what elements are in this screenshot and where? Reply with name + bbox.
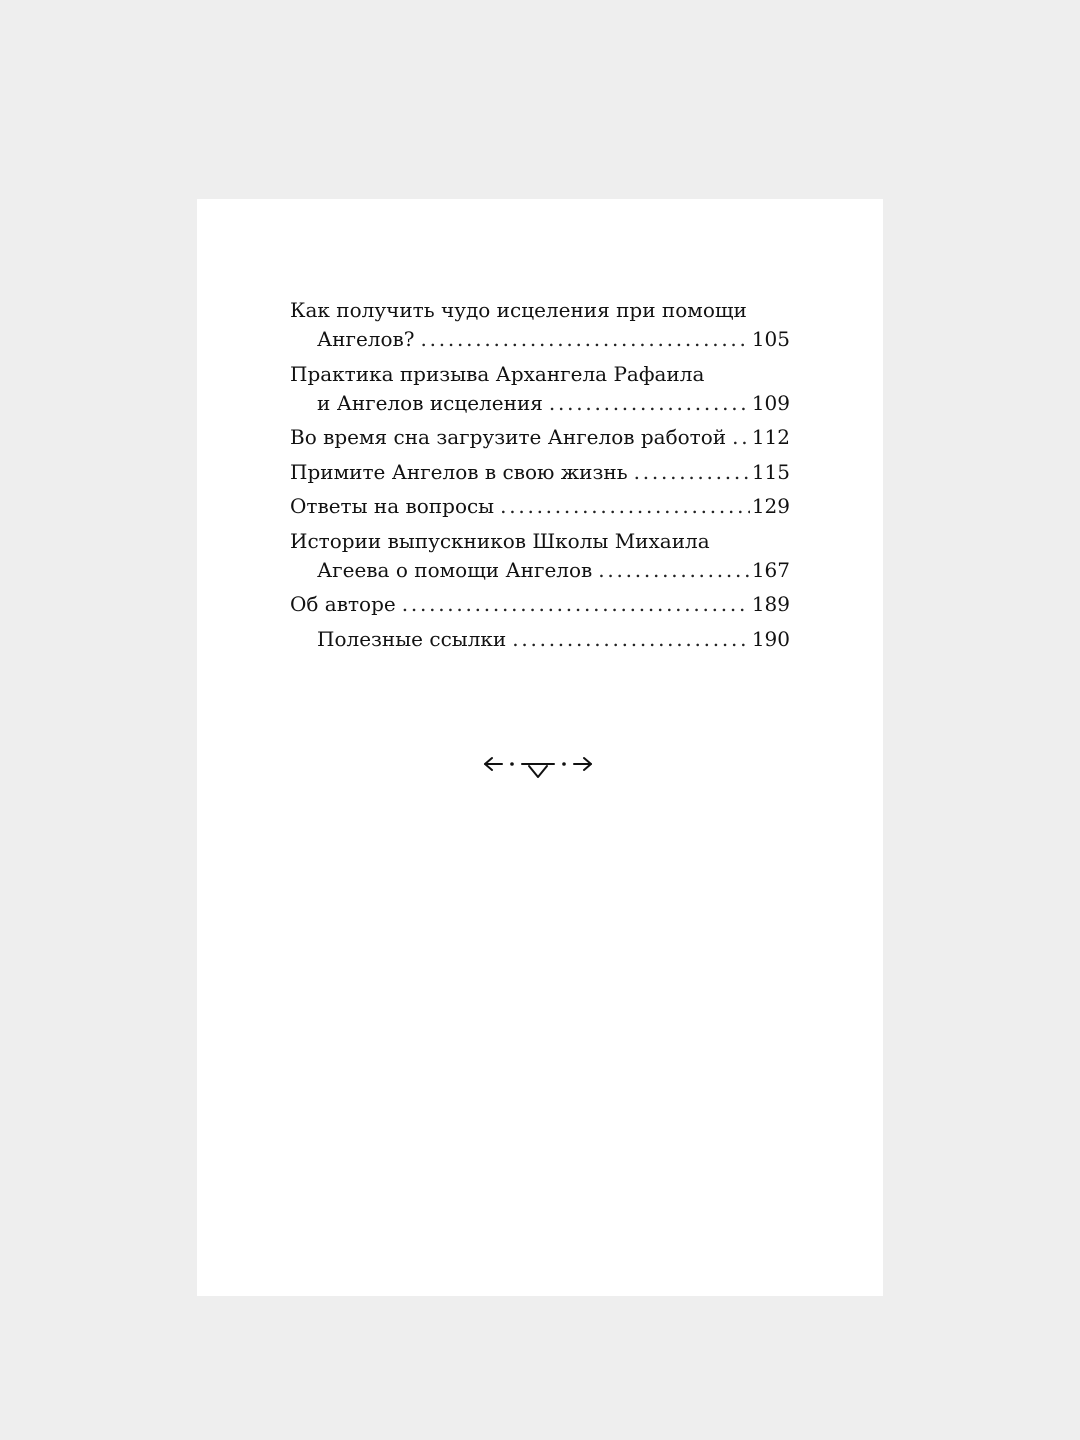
dot-leader <box>402 590 750 619</box>
arrows-triangle-divider-icon <box>482 752 594 782</box>
dot-leader <box>512 625 750 654</box>
toc-entry <box>290 458 790 487</box>
toc-entry-leader-line <box>290 325 790 354</box>
toc-entry <box>290 423 790 452</box>
toc-entry <box>290 296 790 354</box>
toc-entry-title-line: Полезные ссылки <box>317 626 507 651</box>
dot-leader <box>421 325 750 354</box>
toc-entry-leader-line <box>290 590 790 619</box>
toc-entry-leader-line <box>290 389 790 418</box>
table-of-contents <box>290 296 790 659</box>
toc-entry-title-line: Как получить чудо исцеления при помощи <box>290 298 747 322</box>
toc-page-number: 105 <box>751 327 790 351</box>
toc-entry <box>290 590 790 619</box>
toc-entry-title-line: и Ангелов исцеления <box>317 390 543 415</box>
toc-entry-leader-line <box>290 458 790 487</box>
toc-page-number: 167 <box>751 557 790 582</box>
toc-entry-title-line: Ангелов? <box>317 327 415 351</box>
toc-entry <box>290 360 790 418</box>
toc-entry-title-line: Ответы на вопросы <box>290 494 495 518</box>
toc-entry-title-line: Истории выпускников Школы Михаила <box>290 528 710 553</box>
toc-entry-leader-line <box>290 423 790 452</box>
toc-page-number: 189 <box>751 592 790 616</box>
dot-leader <box>598 556 750 585</box>
dot-leader <box>634 458 750 487</box>
toc-page-number: 112 <box>751 425 790 449</box>
toc-entry-title-line: Примите Ангелов в свою жизнь <box>290 459 628 484</box>
book-page <box>197 199 883 1296</box>
dot-leader <box>732 423 750 452</box>
toc-entry-title-line: Во время сна загрузите Ангелов работой <box>290 425 727 449</box>
toc-entry <box>290 492 790 521</box>
toc-entry-title-line: Агеева о помощи Ангелов <box>317 557 593 582</box>
toc-entry-leader-line <box>290 556 790 585</box>
toc-entry <box>290 625 790 654</box>
dot-leader <box>549 389 750 418</box>
toc-page-number: 115 <box>751 459 790 484</box>
toc-entry-leader-line <box>290 625 790 654</box>
toc-page-number: 190 <box>751 626 790 651</box>
toc-entry-title-line: Об авторе <box>290 592 396 616</box>
toc-entry <box>290 527 790 585</box>
toc-entry-title-line: Практика призыва Архангела Рафаила <box>290 361 705 386</box>
toc-page-number: 109 <box>751 390 790 415</box>
toc-entry-leader-line <box>290 492 790 521</box>
dot-leader <box>500 492 750 521</box>
toc-page-number: 129 <box>751 494 790 518</box>
